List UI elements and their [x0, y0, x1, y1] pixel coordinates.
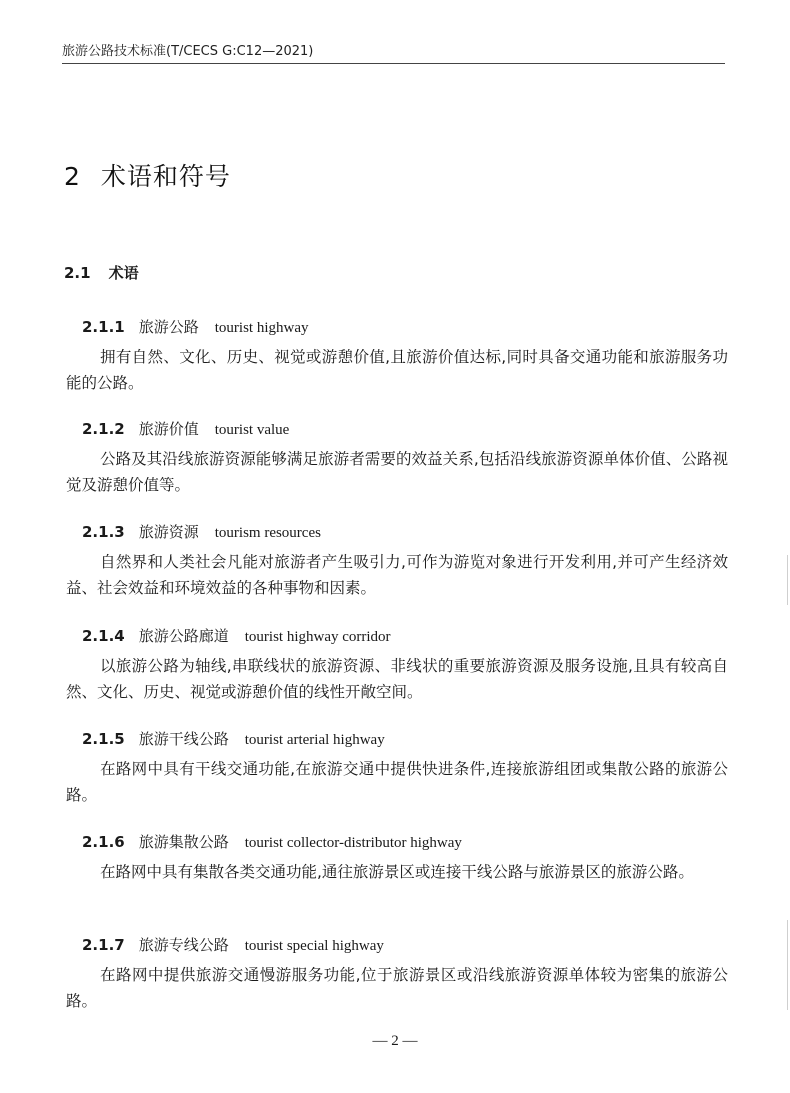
term-number: 2.1.2 [82, 420, 125, 438]
section-number: 2.1 [64, 264, 91, 282]
term-entry [66, 727, 728, 808]
term-english: tourist highway corridor [244, 629, 391, 645]
term-definition: 自然界和人类社会凡能对旅游者产生吸引力,可作为游览对象进行开发利用,并可产生经济效益、社会效益和环境效益的各种事物和因素。 [66, 553, 728, 597]
term-head [82, 417, 728, 442]
term-english: tourist value [214, 422, 290, 438]
chapter-heading [64, 157, 231, 193]
term-entry [66, 315, 728, 396]
term-number: 2.1.3 [82, 523, 125, 541]
term-head [82, 727, 728, 752]
term-entry [66, 624, 728, 705]
term-chinese: 旅游价值 [138, 420, 199, 438]
term-english: tourist special highway [244, 938, 384, 954]
section-title: 术语 [108, 264, 139, 282]
term-chinese: 旅游专线公路 [138, 936, 229, 954]
term-english: tourism resources [214, 525, 321, 541]
term-head [82, 520, 728, 545]
term-english: tourist collector-distributor highway [244, 835, 462, 851]
chapter-number: 2 [64, 162, 81, 191]
term-number: 2.1.6 [82, 833, 125, 851]
term-head [82, 624, 728, 649]
term-chinese: 旅游集散公路 [138, 833, 229, 851]
term-definition: 拥有自然、文化、历史、视觉或游憩价值,且旅游价值达标,同时具备交通功能和旅游服务功能的公路。 [66, 348, 728, 392]
term-entry [66, 830, 728, 885]
scan-edge-mark [787, 555, 788, 605]
section-heading [64, 262, 139, 283]
term-head [82, 933, 728, 958]
term-number: 2.1.1 [82, 318, 125, 336]
term-chinese: 旅游公路廊道 [138, 627, 229, 645]
term-number: 2.1.5 [82, 730, 125, 748]
term-definition: 在路网中具有集散各类交通功能,通往旅游景区或连接干线公路与旅游景区的旅游公路。 [100, 863, 694, 881]
term-definition: 以旅游公路为轴线,串联线状的旅游资源、非线状的重要旅游资源及服务设施,且具有较高自然、文化、历史、视觉或游憩价值的线性开敞空间。 [66, 657, 728, 701]
term-definition: 在路网中具有干线交通功能,在旅游交通中提供快进条件,连接旅游组团或集散公路的旅游公路。 [66, 760, 728, 804]
scan-edge-mark [787, 920, 788, 1010]
term-chinese: 旅游公路 [138, 318, 199, 336]
term-chinese: 旅游干线公路 [138, 730, 229, 748]
term-chinese: 旅游资源 [138, 523, 199, 541]
term-head [82, 830, 728, 855]
running-header: 旅游公路技术标准(T/CECS G:C12—2021) [62, 44, 314, 59]
term-definition: 公路及其沿线旅游资源能够满足旅游者需要的效益关系,包括沿线旅游资源单体价值、公路视觉及游憩价值等。 [66, 450, 728, 494]
header-rule [62, 63, 725, 64]
term-english: tourist arterial highway [244, 732, 385, 748]
term-english: tourist highway [214, 320, 309, 336]
term-head [82, 315, 728, 340]
page-number: — 2 — [372, 1033, 418, 1049]
chapter-title: 术语和符号 [100, 162, 231, 191]
term-entry [66, 520, 728, 601]
term-number: 2.1.7 [82, 936, 125, 954]
term-entry [66, 933, 728, 1014]
term-entry [66, 417, 728, 498]
term-number: 2.1.4 [82, 627, 125, 645]
term-definition: 在路网中提供旅游交通慢游服务功能,位于旅游景区或沿线旅游资源单体较为密集的旅游公路。 [66, 966, 728, 1010]
